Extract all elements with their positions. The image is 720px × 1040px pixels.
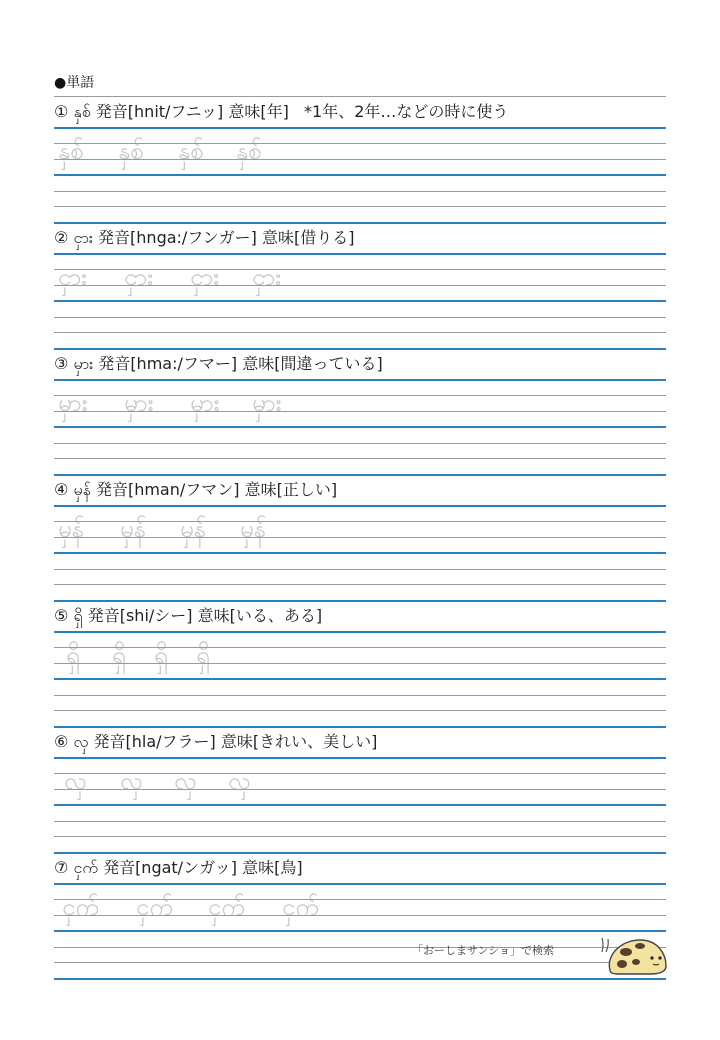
entry-number: ⑥ [54,732,69,751]
entry-title [54,353,383,375]
trace-word: ရှိ [196,641,210,669]
entry-pronunciation: 発音[hnit/フニッ] [95,102,224,121]
ruled-line [54,804,666,806]
ruled-line [54,773,666,774]
entry-pronunciation: 発音[shi/シー] [87,606,193,625]
ruled-line [54,821,666,822]
ruled-line [54,300,666,302]
ruled-line [54,443,666,444]
entry-meaning: 意味[間違っている] [242,354,383,373]
ruled-line [54,726,666,728]
entry-note: *1年、2年…などの時に使う [304,102,509,121]
trace-word: ရှိ [66,641,80,669]
entry-title [54,101,508,123]
ruled-line [54,710,666,711]
entry-title [54,731,377,753]
entry-number: ④ [54,480,69,499]
ruled-line [54,600,666,602]
trace-word: ရှိ [154,641,168,669]
entry-word: ရှိ [73,606,83,625]
ruled-line [54,569,666,570]
section-heading: ●単語 [54,75,95,91]
trace-word: နှစ် [236,137,262,165]
ruled-line [54,348,666,350]
ruled-line [54,899,666,900]
entry-meaning: 意味[鳥] [242,858,303,877]
ruled-line [54,678,666,680]
ruled-line [54,789,666,790]
ruled-line [54,962,666,963]
entry-word: လှ [73,732,89,751]
trace-word: မှား [252,389,282,417]
ruled-line [54,930,666,932]
trace-word: မှန် [240,515,267,543]
entry-meaning: 意味[正しい] [244,480,338,499]
ruled-line [54,883,666,885]
entry-title [54,479,337,501]
trace-word: နှစ် [178,137,204,165]
entry-pronunciation: 発音[hla/フラー] [93,732,216,751]
ruled-line [54,332,666,333]
ruled-line [54,631,666,633]
ruled-line [54,836,666,837]
ruled-line [54,584,666,585]
trace-word: မှား [124,389,154,417]
ruled-line [54,757,666,759]
ruled-line [54,505,666,507]
trace-word: ငှက် [282,893,319,921]
ruled-line [54,395,666,396]
ruled-line [54,695,666,696]
entry-number: ⑤ [54,606,69,625]
trace-word: ရှိ [112,641,126,669]
trace-word: မှန် [58,515,85,543]
trace-word: ငှား [58,263,88,291]
trace-word: လှ [64,767,87,795]
footer-search-note: 「おーしまサンショ」で検索 [412,944,554,957]
ruled-line [54,552,666,554]
ruled-line [54,174,666,176]
ruled-line [54,458,666,459]
entry-number: ③ [54,354,69,373]
entry-title [54,857,303,879]
ruled-line [54,285,666,286]
ruled-line [54,947,666,948]
salamander-mascot-icon [596,932,670,976]
entry-number: ⑦ [54,858,69,877]
entry-word: ငှား [73,228,93,247]
entry-pronunciation: 発音[hma:/フマー] [98,354,238,373]
entry-word: မှန် [73,480,91,499]
trace-word: လှ [228,767,251,795]
trace-word: မှန် [120,515,147,543]
entry-pronunciation: 発音[hman/フマン] [95,480,240,499]
ruled-line [54,159,666,160]
ruled-line [54,269,666,270]
entry-meaning: 意味[きれい、美しい] [220,732,378,751]
entry-word: ငှက် [73,858,98,877]
ruled-line [54,474,666,476]
ruled-line [54,663,666,664]
trace-word: ငှက် [208,893,245,921]
trace-word: ငှက် [136,893,173,921]
entry-meaning: 意味[いる、ある] [197,606,323,625]
ruled-line [54,411,666,412]
ruled-line [54,222,666,224]
ruled-line [54,253,666,255]
ruled-line [54,127,666,129]
trace-word: ငှက် [62,893,99,921]
ruled-line [54,206,666,207]
trace-word: မှား [190,389,220,417]
trace-word: မှန် [180,515,207,543]
entry-meaning: 意味[借りる] [262,228,355,247]
trace-word: လှ [120,767,143,795]
entry-word: နှစ် [73,102,91,121]
entry-pronunciation: 発音[ngat/ンガッ] [103,858,237,877]
ruled-line [54,647,666,648]
entry-meaning: 意味[年] [228,102,289,121]
trace-word: ငှား [190,263,220,291]
ruled-line [54,915,666,916]
ruled-line [54,317,666,318]
ruled-line [54,379,666,381]
trace-word: မှား [58,389,88,417]
ruled-line [54,537,666,538]
trace-word: ငှား [124,263,154,291]
ruled-line [54,521,666,522]
trace-word: နှစ် [118,137,144,165]
entry-title [54,227,355,249]
entry-pronunciation: 発音[hnga:/フンガー] [98,228,257,247]
entry-number: ① [54,102,69,121]
ruled-line [54,191,666,192]
entry-title [54,605,322,627]
ruled-line [54,426,666,428]
entry-word: မှား [73,354,94,373]
trace-word: ငှား [252,263,282,291]
trace-word: လှ [174,767,197,795]
ruled-line [54,978,666,980]
trace-word: နှစ် [58,137,84,165]
ruled-line [54,143,666,144]
entry-number: ② [54,228,69,247]
ruled-line [54,852,666,854]
